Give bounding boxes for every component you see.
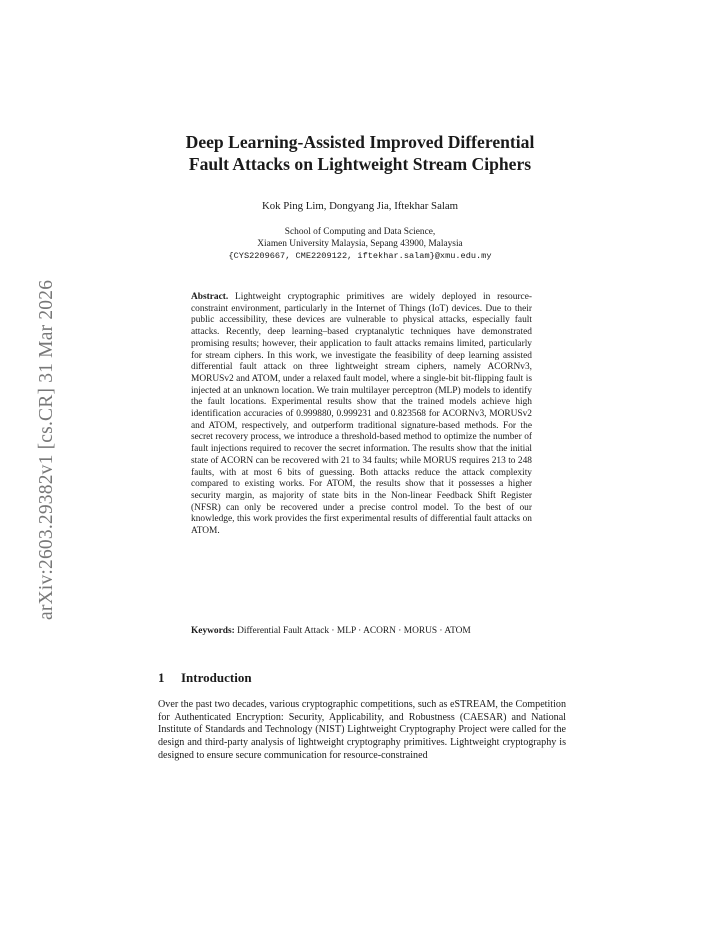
- affiliation-line-2: Xiamen University Malaysia, Sepang 43900, Malaysia: [257, 239, 463, 250]
- title-line-2: Fault Attacks on Lightweight Stream Ciphers: [188, 154, 532, 174]
- arxiv-identifier: arXiv:2603.29382v1 [cs.CR] 31 Mar 2026: [36, 279, 57, 620]
- abstract-text: Lightweight cryptographic primitives are widely deployed in resource-constraint environment, particularly in the Internet of Things (IoT) devices. Due to their public accessibility, these devices are vulnerable to physical attacks, especially fault attacks. Recently, deep learning–based cryptanalytic techniques have demonstrated promising results; however, their application to fault attacks remains limited, particularly for stream ciphers. In this work, we investigate the feasibility of deep learning assisted differential fault attack on three lightweight stream ciphers, namely ACORNv3, MORUSv2 and ATOM, under a relaxed fault model, where a single-bit bit-flipping fault is injected at an unknown location. We train multilayer perceptron (MLP) models to identify the fault locations. Experimental results show that the trained models achieve high identification accuracies of 0.999880, 0.999231 and 0.823568 for ACORNv3, MORUSv2 and ATOM, respectively, and outperform traditional signature-based methods. For the secret recovery process, we introduce a threshold-based method to optimize the number of fault injections required to recover the secret information. The results show that the initial state of ACORN can be recovered with 21 to 34 faults; while MORUS requires 213 to 248 faults, with at most 6 bits of guessing. Both attacks reduce the attack complexity compared to existing works. For ATOM, the results show that it possesses a higher security margin, as majority of state bits in the Non-linear Feedback Shift Register (NFSR) can only be recovered under a precise control model. To the best of our knowledge, this work provides the first experimental results of differential fault attacks on ATOM.: [191, 292, 532, 537]
- introduction-paragraph: Over the past two decades, various cryptographic competitions, such as eSTREAM, the Competition for Authenticated Encryption: Security, Applicability, and Robustness (CAESAR) and National Institute of Standards and Technology (NIST) Lightweight Cryptography Project were called for the design and third-party analysis of lightweight cryptography primitives. Lightweight cryptography is designed to ensure secure communication for resource-constrained: [158, 699, 566, 761]
- section-heading: [158, 670, 252, 686]
- keywords-text: Differential Fault Attack · MLP · ACORN · MORUS · ATOM: [237, 626, 471, 636]
- paper-title: [0, 131, 720, 175]
- affiliation-line-1: School of Computing and Data Science,: [284, 227, 436, 237]
- abstract: [191, 292, 532, 538]
- keywords-label: Keywords:: [191, 626, 235, 636]
- author-emails: {CYS2209667, CME2209122, iftekhar.salam}@xmu.edu.my: [228, 251, 492, 262]
- keywords: [191, 626, 532, 638]
- section-title-text: Introduction: [181, 670, 252, 685]
- title-line-1: Deep Learning-Assisted Improved Differential: [185, 132, 535, 152]
- abstract-label: Abstract.: [191, 292, 229, 302]
- section-number: 1: [158, 670, 165, 685]
- affiliation: [0, 226, 720, 263]
- author-list: Kok Ping Lim, Dongyang Jia, Iftekhar Salam: [261, 200, 459, 212]
